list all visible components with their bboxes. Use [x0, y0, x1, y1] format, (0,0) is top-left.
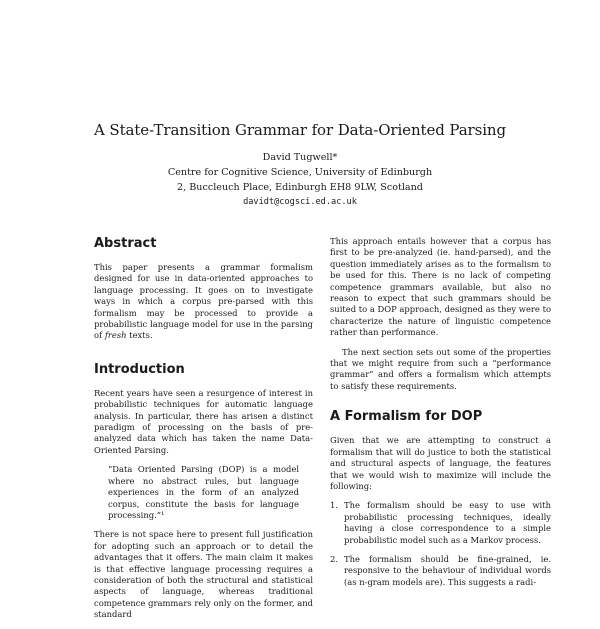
affiliation-line-1: Centre for Cognitive Science, University of Edinburgh — [167, 167, 433, 178]
requirements-list — [330, 500, 551, 588]
author-name: David Tugwell* — [262, 152, 338, 163]
abstract-text-part-1: This paper presents a grammar formalism designed for use in data-oriented approaches to language processing. It goes on to investigate ways in which a corpus pre-parsed with this formalism may be processed to provide a probabilistic language model for use in the parsing of — [94, 262, 313, 341]
paper-title: A State-Transition Grammar for Data-Oriented Parsing — [94, 121, 506, 139]
abstract-text-part-2: texts. — [126, 330, 153, 341]
list-item-number: 2. — [330, 553, 338, 564]
left-column — [94, 236, 313, 629]
abstract-text-emphasis: fresh — [104, 330, 127, 341]
formalism-intro: Given that we are attempting to construct a formalism that will do justice to both the statistical and structural aspects of language, the features that we would wish to maximize will include the following: — [330, 435, 551, 491]
introduction-heading: Introduction — [94, 361, 185, 377]
author-email: davidt@cogsci.ed.ac.uk — [243, 197, 357, 207]
introduction-paragraph-1: Recent years have seen a resurgence of interest in probabilistic techniques for automatic language analysis. In particular, there has arisen a distinct paradigm of processing on the basis of pre-analyzed data which has taken the name Data-Oriented Parsing. — [94, 387, 313, 455]
list-item-text: The formalism should be easy to use with probabilistic processing techniques, ideally having a close correspondence to a simple probabilistic model such as a Markov process. — [344, 500, 551, 545]
right-column — [330, 236, 551, 596]
right-paragraph-1: This approach entails however that a corpus has first to be pre-analyzed (ie. hand-parsed), and the question immediately arises as to the formalism to be used for this. There is no lack of competing competence grammars available, but also no reason to expect that such grammars should be suited to a DOP approach, designed as they were to characterize the nature of linguistic competence rather than performance. — [330, 236, 551, 338]
right-paragraph-2: The next section sets out some of the properties that we might require from such a “performance grammar” and offers a formalism which attempts to satisfy these requirements. — [330, 346, 551, 391]
list-item-number: 1. — [330, 500, 338, 511]
abstract-heading: Abstract — [94, 236, 157, 251]
list-item — [330, 554, 551, 588]
formalism-heading: A Formalism for DOP — [330, 409, 483, 425]
introduction-paragraph-2: There is not space here to present full justification for adopting such an approach or to detail the advantages that it offers. The main claim it makes is that effective language processing requires a consideration of both the structural and statistical aspects of language, whereas traditional competence grammars rely only on the former, and standard — [94, 529, 313, 620]
dop-definition-quote: “Data Oriented Parsing (DOP) is a model where no abstract rules, but language experiences in the form of an analyzed corpus, constitute the basis for language processing.”¹ — [108, 464, 299, 520]
abstract-text — [94, 262, 313, 342]
list-item-text: The formalism should be fine-grained, ie. responsive to the behaviour of individual words (as n-gram models are). This suggests a radi- — [344, 553, 551, 587]
list-item — [330, 500, 551, 546]
affiliation-line-2: 2, Buccleuch Place, Edinburgh EH8 9LW, Scotland — [177, 182, 423, 193]
author-block — [0, 150, 600, 210]
